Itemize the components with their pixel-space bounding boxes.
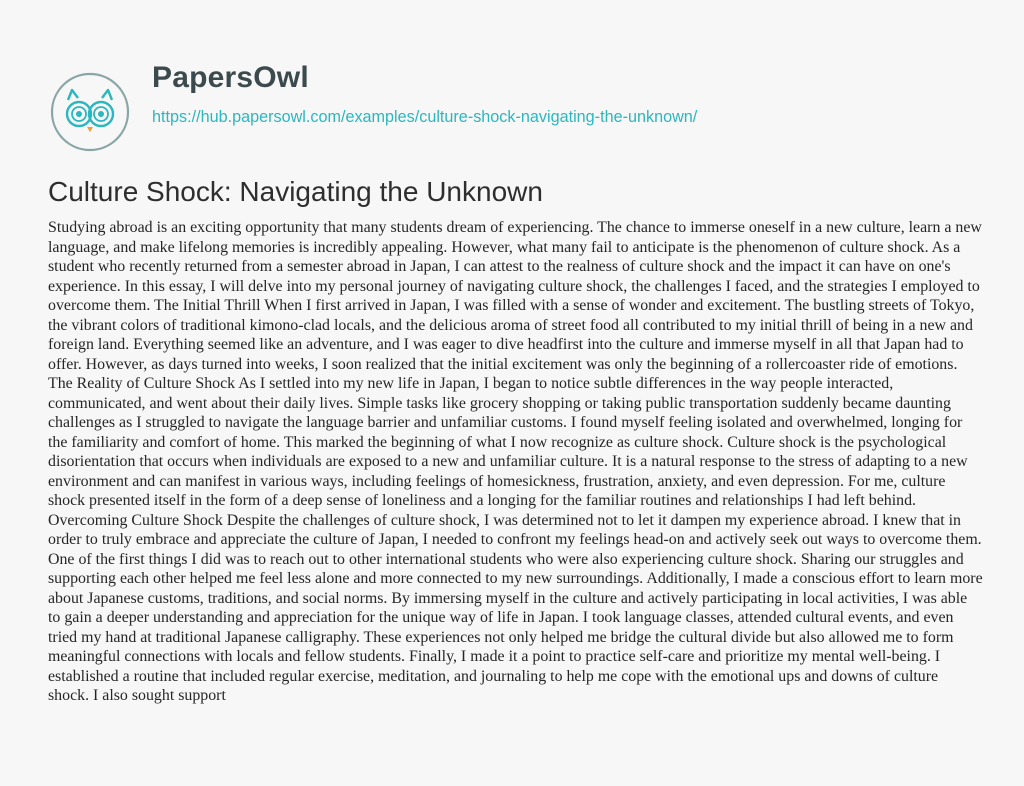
brand-name[interactable]: PapersOwl (152, 61, 309, 94)
source-url-link[interactable]: https://hub.papersowl.com/examples/culture-shock-navigating-the-unknown/ (152, 108, 698, 126)
owl-logo-icon[interactable] (48, 70, 142, 164)
page-title: Culture Shock: Navigating the Unknown (48, 176, 543, 207)
site-header (48, 50, 988, 160)
article-body: Studying abroad is an exciting opportunity that many students dream of experiencing. The chance to immerse oneself in a new culture, learn a new language, and make lifelong memories is incredibly appealing. However, what many fail to anticipate is the phenomenon of culture shock. As a student who recently returned from a semester abroad in Japan, I can attest to the realness of culture shock and the impact it can have on one's experience. In this essay, I will delve into my personal journey of navigating culture shock, the challenges I faced, and the strategies I employed to overcome them. The Initial Thrill When I first arrived in Japan, I was filled with a sense of wonder and excitement. The bustling streets of Tokyo, the vibrant colors of traditional kimono-clad locals, and the delicious aroma of street food all contributed to my initial thrill of being in a new and foreign land. Everything seemed like an adventure, and I was eager to dive headfirst into the culture and immerse myself in all that Japan had to offer. However, as days turned into weeks, I soon realized that the initial excitement was only the beginning of a rollercoaster ride of emotions. The Reality of Culture Shock As I settled into my new life in Japan, I began to notice subtle differences in the way people interacted, communicated, and went about their daily lives. Simple tasks like grocery shopping or taking public transportation suddenly became daunting challenges as I struggled to navigate the language barrier and unfamiliar customs. I found myself feeling isolated and overwhelmed, longing for the familiarity and comfort of home. This marked the beginning of what I now recognize as culture shock. Culture shock is the psychological disorientation that occurs when individuals are exposed to a new and unfamiliar culture. It is a natural response to the stress of adapting to a new environment and can manifest in various ways, including feelings of homesickness, frustration, anxiety, and even depression. For me, culture shock presented itself in the form of a deep sense of loneliness and a longing for the familiar routines and relationships I had left behind. Overcoming Culture Shock Despite the challenges of culture shock, I was determined not to let it dampen my experience abroad. I knew that in order to truly embrace and appreciate the culture of Japan, I needed to confront my feelings head-on and actively seek out ways to overcome them. One of the first things I did was to reach out to other international students who were also experiencing culture shock. Sharing our struggles and supporting each other helped me feel less alone and more connected to my new surroundings. Additionally, I made a conscious effort to learn more about Japanese customs, traditions, and social norms. By immersing myself in the culture and actively participating in local activities, I was able to gain a deeper understanding and appreciation for the unique way of life in Japan. I took language classes, attended cultural events, and even tried my hand at traditional Japanese calligraphy. These experiences not only helped me bridge the cultural divide but also allowed me to form meaningful connections with locals and fellow students. Finally, I made it a point to practice self-care and prioritize my mental well-being. I established a routine that included regular exercise, meditation, and journaling to help me cope with the emotional ups and downs of culture shock. I also sought support (48, 219, 983, 704)
